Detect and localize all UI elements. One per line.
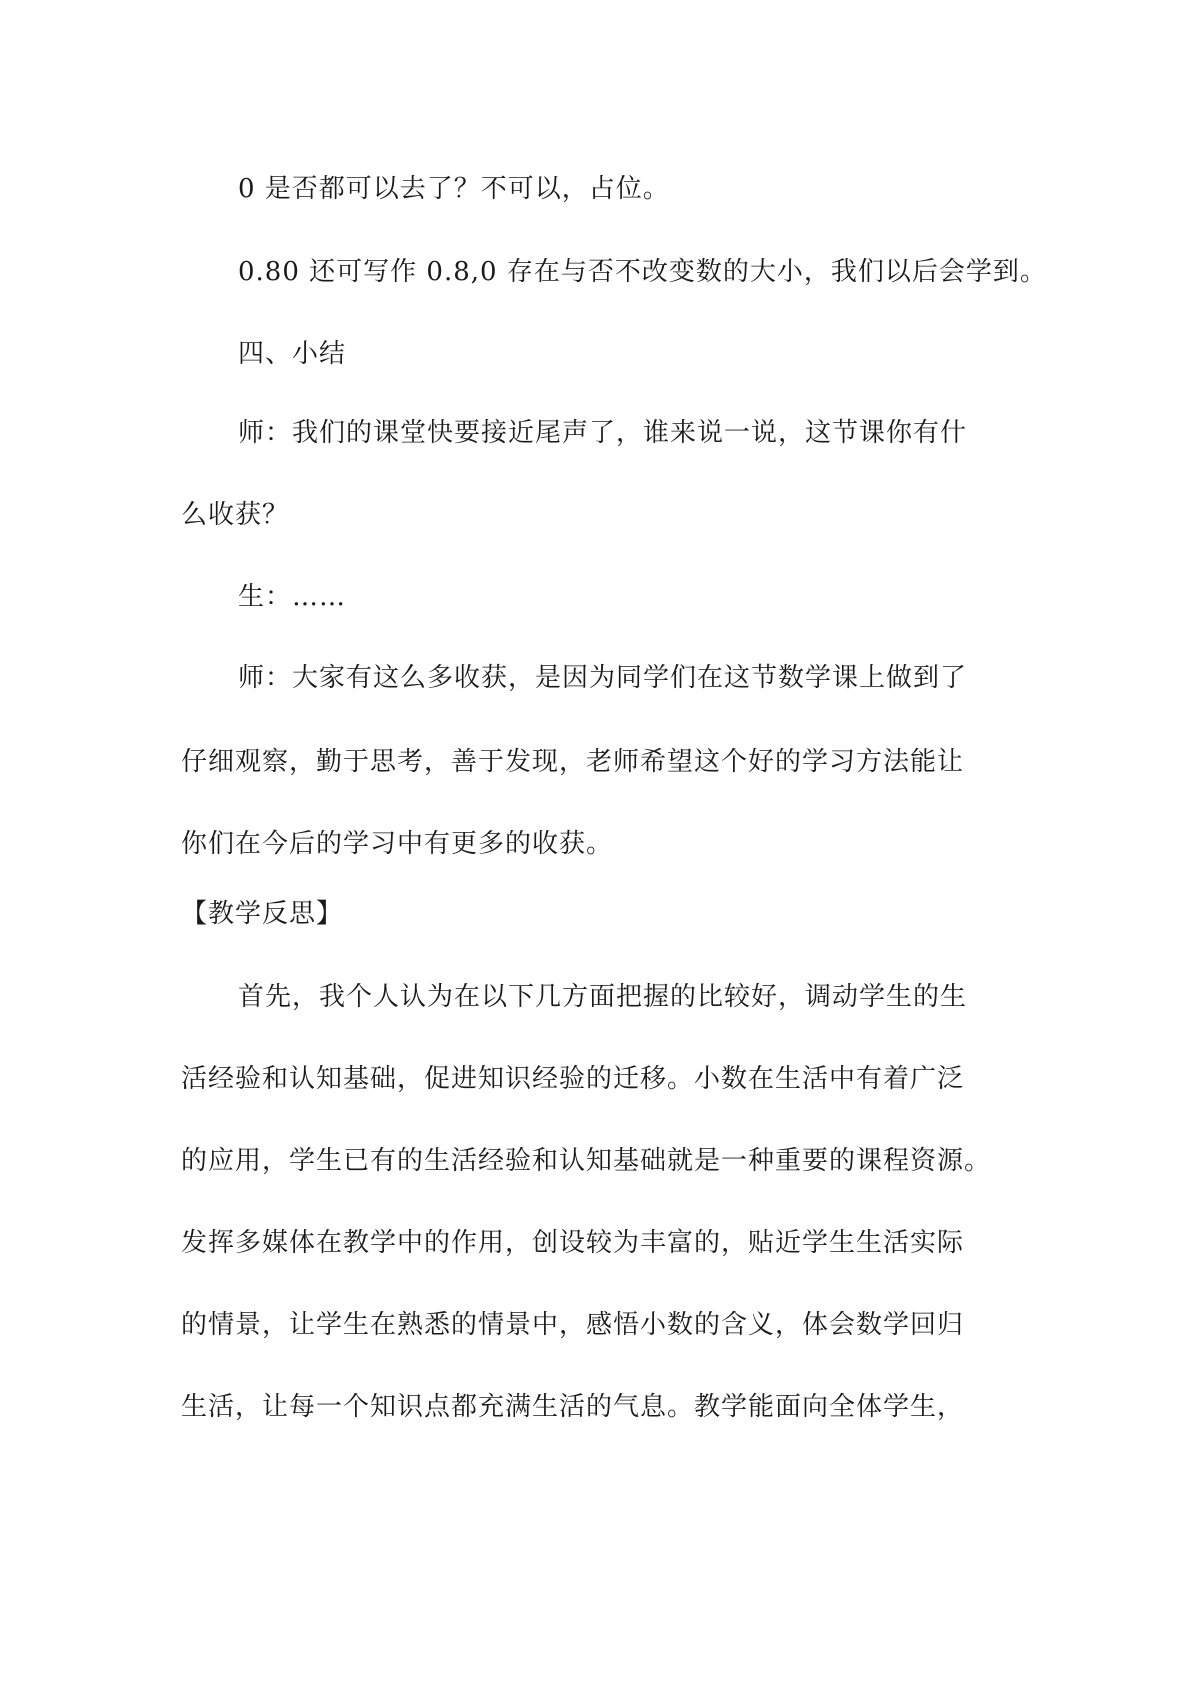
paragraph-line: 0.80 还可写作 0.8,0 存在与否不改变数的大小，我们以后会学到。 [238,257,1047,287]
paragraph-line: 0 是否都可以去了？不可以，占位。 [238,174,670,204]
paragraph-line: 的情景，让学生在熟悉的情景中，感悟小数的含义，体会数学回归 [181,1310,965,1340]
paragraph-line: 生活，让每一个知识点都充满生活的气息。教学能面向全体学生， [181,1392,965,1422]
paragraph-line: 发挥多媒体在教学中的作用，创设较为丰富的，贴近学生生活实际 [181,1228,965,1258]
paragraph-line: 活经验和认知基础，促进知识经验的迁移。小数在生活中有着广泛 [181,1064,965,1094]
section-heading: 四、小结 [238,339,347,369]
section-heading: 【教学反思】 [181,899,344,929]
paragraph-line: 仔细观察，勤于思考，善于发现，老师希望这个好的学习方法能让 [181,747,965,777]
paragraph-line: 首先，我个人认为在以下几方面把握的比较好，调动学生的生 [238,982,968,1012]
paragraph-line: 师：大家有这么多收获，是因为同学们在这节数学课上做到了 [238,663,968,693]
paragraph-line: 的应用，学生已有的生活经验和认知基础就是一种重要的课程资源。 [181,1146,992,1176]
paragraph-line: 师：我们的课堂快要接近尾声了，谁来说一说，这节课你有什 [238,418,968,448]
paragraph-line: 生：…… [238,582,347,612]
paragraph-line: 么收获？ [181,500,290,530]
paragraph-line: 你们在今后的学习中有更多的收获。 [181,829,614,859]
